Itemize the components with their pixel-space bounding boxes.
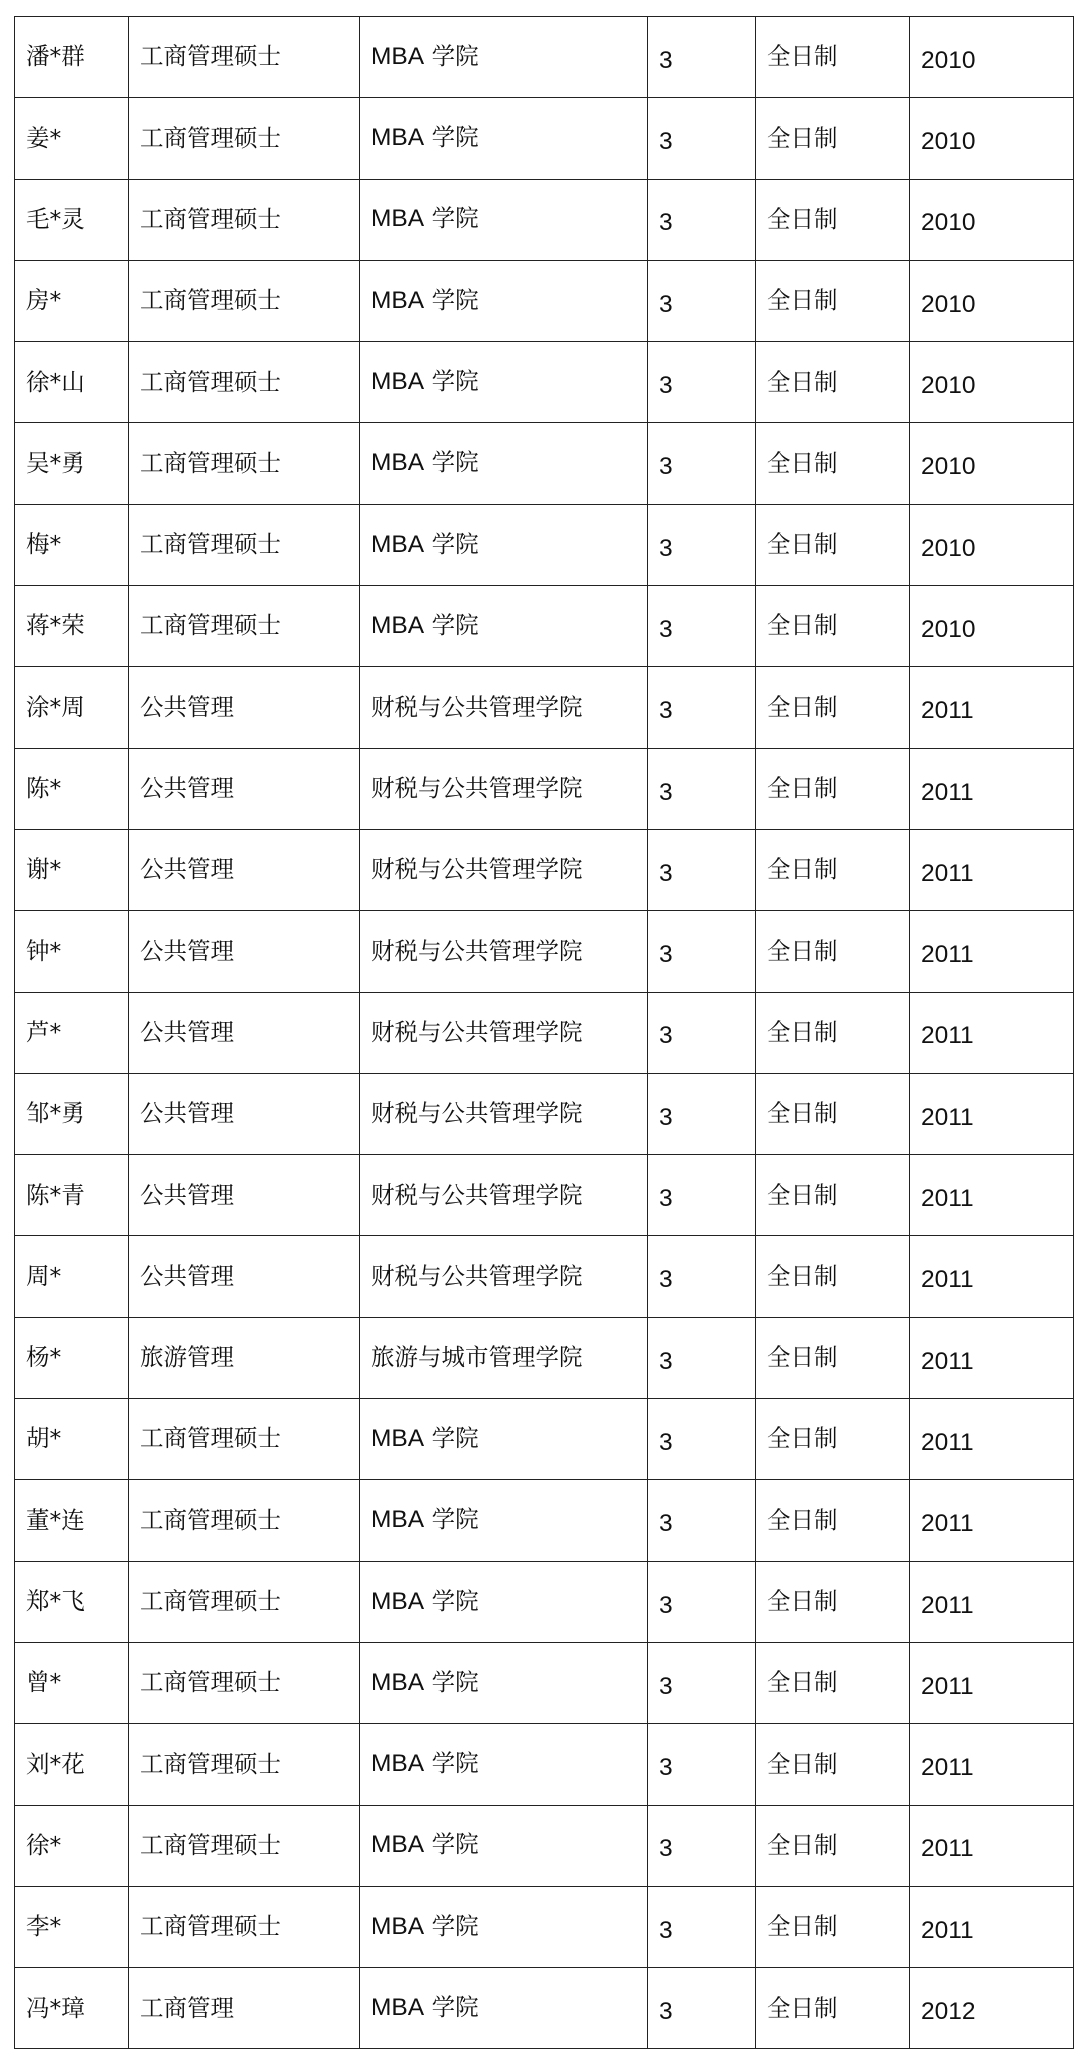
student-name-cell: 吴*勇 xyxy=(15,423,129,504)
student-name-cell: 陈*青 xyxy=(15,1155,129,1236)
major-cell: 公共管理 xyxy=(129,748,360,829)
enroll-year-cell: 2010 xyxy=(910,342,1074,423)
table-row xyxy=(15,1480,1074,1561)
table-row xyxy=(15,992,1074,1073)
table-row xyxy=(15,748,1074,829)
study-years-cell: 3 xyxy=(648,748,756,829)
study-mode-cell: 全日制 xyxy=(756,748,910,829)
student-name-cell: 徐*山 xyxy=(15,342,129,423)
major-cell: 公共管理 xyxy=(129,667,360,748)
table-row xyxy=(15,260,1074,341)
study-mode-cell: 全日制 xyxy=(756,1968,910,2049)
student-name-cell: 潘*群 xyxy=(15,17,129,98)
enroll-year-cell: 2011 xyxy=(910,911,1074,992)
college-cell: MBA 学院 xyxy=(360,179,648,260)
college-cell: 财税与公共管理学院 xyxy=(360,992,648,1073)
major-cell: 工商管理硕士 xyxy=(129,1805,360,1886)
study-years-cell: 3 xyxy=(648,1642,756,1723)
student-name-cell: 谢* xyxy=(15,829,129,910)
college-cell: MBA 学院 xyxy=(360,1886,648,1967)
study-mode-cell: 全日制 xyxy=(756,504,910,585)
enroll-year-cell: 2011 xyxy=(910,1561,1074,1642)
study-years-cell: 3 xyxy=(648,1073,756,1154)
table-row xyxy=(15,586,1074,667)
study-years-cell: 3 xyxy=(648,342,756,423)
student-name-cell: 梅* xyxy=(15,504,129,585)
study-mode-cell: 全日制 xyxy=(756,992,910,1073)
student-name-cell: 陈* xyxy=(15,748,129,829)
study-mode-cell: 全日制 xyxy=(756,1073,910,1154)
enroll-year-cell: 2011 xyxy=(910,1073,1074,1154)
study-years-cell: 3 xyxy=(648,17,756,98)
study-years-cell: 3 xyxy=(648,1317,756,1398)
roster-table-body xyxy=(15,17,1074,2049)
enroll-year-cell: 2011 xyxy=(910,1399,1074,1480)
major-cell: 工商管理硕士 xyxy=(129,1399,360,1480)
table-row xyxy=(15,829,1074,910)
major-cell: 工商管理硕士 xyxy=(129,1480,360,1561)
major-cell: 工商管理硕士 xyxy=(129,423,360,504)
college-cell: MBA 学院 xyxy=(360,1642,648,1723)
table-row xyxy=(15,1561,1074,1642)
major-cell: 工商管理 xyxy=(129,1968,360,2049)
table-row xyxy=(15,1724,1074,1805)
student-name-cell: 李* xyxy=(15,1886,129,1967)
student-name-cell: 胡* xyxy=(15,1399,129,1480)
study-mode-cell: 全日制 xyxy=(756,586,910,667)
study-years-cell: 3 xyxy=(648,1155,756,1236)
student-name-cell: 郑*飞 xyxy=(15,1561,129,1642)
college-cell: MBA 学院 xyxy=(360,98,648,179)
study-mode-cell: 全日制 xyxy=(756,179,910,260)
study-years-cell: 3 xyxy=(648,1886,756,1967)
study-mode-cell: 全日制 xyxy=(756,667,910,748)
table-row xyxy=(15,1642,1074,1723)
college-cell: MBA 学院 xyxy=(360,504,648,585)
study-years-cell: 3 xyxy=(648,1561,756,1642)
enroll-year-cell: 2011 xyxy=(910,667,1074,748)
college-cell: 财税与公共管理学院 xyxy=(360,829,648,910)
major-cell: 公共管理 xyxy=(129,829,360,910)
college-cell: MBA 学院 xyxy=(360,1968,648,2049)
enroll-year-cell: 2010 xyxy=(910,260,1074,341)
study-mode-cell: 全日制 xyxy=(756,1236,910,1317)
student-name-cell: 芦* xyxy=(15,992,129,1073)
study-years-cell: 3 xyxy=(648,260,756,341)
study-years-cell: 3 xyxy=(648,586,756,667)
table-row xyxy=(15,342,1074,423)
student-name-cell: 杨* xyxy=(15,1317,129,1398)
college-cell: 旅游与城市管理学院 xyxy=(360,1317,648,1398)
enroll-year-cell: 2011 xyxy=(910,1236,1074,1317)
student-name-cell: 邹*勇 xyxy=(15,1073,129,1154)
table-row xyxy=(15,1236,1074,1317)
major-cell: 工商管理硕士 xyxy=(129,1561,360,1642)
study-years-cell: 3 xyxy=(648,504,756,585)
college-cell: 财税与公共管理学院 xyxy=(360,667,648,748)
college-cell: 财税与公共管理学院 xyxy=(360,1155,648,1236)
college-cell: 财税与公共管理学院 xyxy=(360,748,648,829)
enroll-year-cell: 2010 xyxy=(910,17,1074,98)
table-row xyxy=(15,504,1074,585)
college-cell: 财税与公共管理学院 xyxy=(360,1236,648,1317)
college-cell: MBA 学院 xyxy=(360,423,648,504)
study-years-cell: 3 xyxy=(648,829,756,910)
study-mode-cell: 全日制 xyxy=(756,1155,910,1236)
table-row xyxy=(15,1317,1074,1398)
major-cell: 工商管理硕士 xyxy=(129,504,360,585)
student-name-cell: 曾* xyxy=(15,1642,129,1723)
table-row xyxy=(15,98,1074,179)
college-cell: MBA 学院 xyxy=(360,1724,648,1805)
study-years-cell: 3 xyxy=(648,179,756,260)
study-years-cell: 3 xyxy=(648,1805,756,1886)
major-cell: 公共管理 xyxy=(129,1236,360,1317)
student-name-cell: 钟* xyxy=(15,911,129,992)
enroll-year-cell: 2010 xyxy=(910,98,1074,179)
table-row xyxy=(15,1968,1074,2049)
major-cell: 工商管理硕士 xyxy=(129,1886,360,1967)
enroll-year-cell: 2011 xyxy=(910,1724,1074,1805)
major-cell: 工商管理硕士 xyxy=(129,17,360,98)
study-years-cell: 3 xyxy=(648,1724,756,1805)
enroll-year-cell: 2011 xyxy=(910,1155,1074,1236)
study-mode-cell: 全日制 xyxy=(756,98,910,179)
enroll-year-cell: 2011 xyxy=(910,992,1074,1073)
study-mode-cell: 全日制 xyxy=(756,1724,910,1805)
study-mode-cell: 全日制 xyxy=(756,1886,910,1967)
college-cell: 财税与公共管理学院 xyxy=(360,911,648,992)
study-mode-cell: 全日制 xyxy=(756,1480,910,1561)
enroll-year-cell: 2011 xyxy=(910,1480,1074,1561)
major-cell: 公共管理 xyxy=(129,992,360,1073)
college-cell: MBA 学院 xyxy=(360,342,648,423)
table-row xyxy=(15,911,1074,992)
table-row xyxy=(15,667,1074,748)
study-mode-cell: 全日制 xyxy=(756,829,910,910)
study-mode-cell: 全日制 xyxy=(756,911,910,992)
college-cell: MBA 学院 xyxy=(360,17,648,98)
student-name-cell: 周* xyxy=(15,1236,129,1317)
major-cell: 工商管理硕士 xyxy=(129,98,360,179)
college-cell: MBA 学院 xyxy=(360,1480,648,1561)
college-cell: MBA 学院 xyxy=(360,1805,648,1886)
enroll-year-cell: 2012 xyxy=(910,1968,1074,2049)
study-years-cell: 3 xyxy=(648,98,756,179)
major-cell: 工商管理硕士 xyxy=(129,342,360,423)
study-mode-cell: 全日制 xyxy=(756,260,910,341)
study-mode-cell: 全日制 xyxy=(756,1642,910,1723)
college-cell: 财税与公共管理学院 xyxy=(360,1073,648,1154)
enroll-year-cell: 2011 xyxy=(910,829,1074,910)
college-cell: MBA 学院 xyxy=(360,260,648,341)
enroll-year-cell: 2010 xyxy=(910,179,1074,260)
student-name-cell: 徐* xyxy=(15,1805,129,1886)
study-mode-cell: 全日制 xyxy=(756,1561,910,1642)
enroll-year-cell: 2010 xyxy=(910,504,1074,585)
enroll-year-cell: 2011 xyxy=(910,1317,1074,1398)
major-cell: 旅游管理 xyxy=(129,1317,360,1398)
student-name-cell: 冯*璋 xyxy=(15,1968,129,2049)
enroll-year-cell: 2011 xyxy=(910,1886,1074,1967)
roster-sheet xyxy=(14,16,1073,2049)
student-name-cell: 姜* xyxy=(15,98,129,179)
major-cell: 工商管理硕士 xyxy=(129,1724,360,1805)
study-years-cell: 3 xyxy=(648,911,756,992)
table-row xyxy=(15,179,1074,260)
table-row xyxy=(15,1073,1074,1154)
study-mode-cell: 全日制 xyxy=(756,342,910,423)
enroll-year-cell: 2011 xyxy=(910,1805,1074,1886)
enroll-year-cell: 2010 xyxy=(910,423,1074,504)
major-cell: 公共管理 xyxy=(129,911,360,992)
study-mode-cell: 全日制 xyxy=(756,17,910,98)
major-cell: 工商管理硕士 xyxy=(129,586,360,667)
student-name-cell: 蒋*荣 xyxy=(15,586,129,667)
college-cell: MBA 学院 xyxy=(360,1561,648,1642)
enroll-year-cell: 2011 xyxy=(910,748,1074,829)
student-name-cell: 涂*周 xyxy=(15,667,129,748)
table-row xyxy=(15,17,1074,98)
college-cell: MBA 学院 xyxy=(360,586,648,667)
study-mode-cell: 全日制 xyxy=(756,1399,910,1480)
student-name-cell: 房* xyxy=(15,260,129,341)
enroll-year-cell: 2010 xyxy=(910,586,1074,667)
table-row xyxy=(15,423,1074,504)
study-mode-cell: 全日制 xyxy=(756,1805,910,1886)
student-name-cell: 刘*花 xyxy=(15,1724,129,1805)
study-years-cell: 3 xyxy=(648,1399,756,1480)
table-row xyxy=(15,1886,1074,1967)
study-years-cell: 3 xyxy=(648,667,756,748)
study-mode-cell: 全日制 xyxy=(756,423,910,504)
major-cell: 工商管理硕士 xyxy=(129,179,360,260)
study-years-cell: 3 xyxy=(648,992,756,1073)
student-name-cell: 毛*灵 xyxy=(15,179,129,260)
study-years-cell: 3 xyxy=(648,1236,756,1317)
student-roster-table xyxy=(14,16,1074,2049)
enroll-year-cell: 2011 xyxy=(910,1642,1074,1723)
table-row xyxy=(15,1805,1074,1886)
major-cell: 工商管理硕士 xyxy=(129,1642,360,1723)
study-years-cell: 3 xyxy=(648,423,756,504)
table-row xyxy=(15,1155,1074,1236)
study-years-cell: 3 xyxy=(648,1480,756,1561)
study-mode-cell: 全日制 xyxy=(756,1317,910,1398)
student-name-cell: 董*连 xyxy=(15,1480,129,1561)
study-years-cell: 3 xyxy=(648,1968,756,2049)
table-row xyxy=(15,1399,1074,1480)
major-cell: 公共管理 xyxy=(129,1073,360,1154)
major-cell: 工商管理硕士 xyxy=(129,260,360,341)
major-cell: 公共管理 xyxy=(129,1155,360,1236)
college-cell: MBA 学院 xyxy=(360,1399,648,1480)
